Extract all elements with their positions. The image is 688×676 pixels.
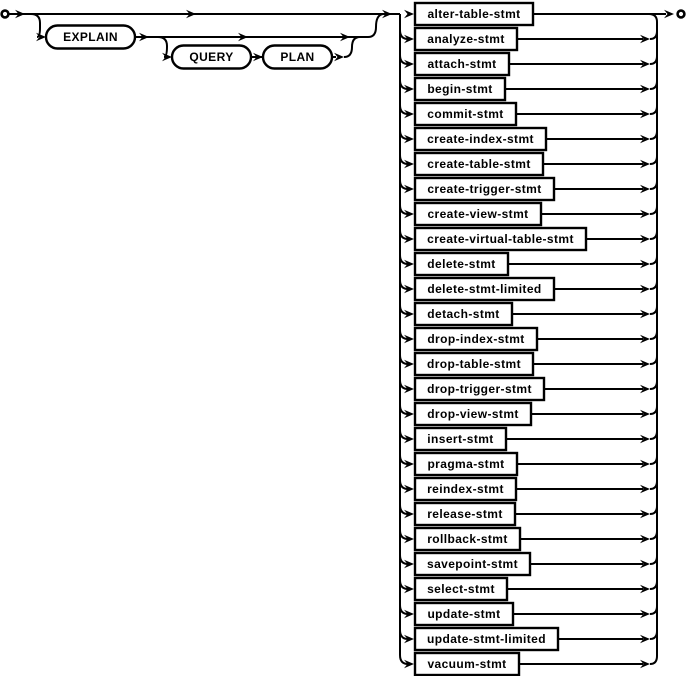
node-label: create-index-stmt <box>427 132 534 146</box>
stmt-reindex-stmt[interactable] <box>415 478 516 500</box>
explain-branch-line <box>31 14 40 37</box>
row-merge-curve <box>650 156 657 164</box>
start-terminal-icon <box>2 11 9 18</box>
node-label: drop-table-stmt <box>427 357 521 371</box>
stmt-delete-stmt[interactable] <box>415 253 508 275</box>
row-entry-arrow-icon <box>404 10 414 18</box>
stmt-create-view-stmt[interactable] <box>415 203 541 225</box>
stmt-create-index-stmt[interactable] <box>415 128 546 150</box>
row-merge-curve <box>650 81 657 89</box>
stmt-vacuum-stmt[interactable] <box>415 653 519 675</box>
stmt-analyze-stmt[interactable] <box>415 28 517 50</box>
row-merge-curve <box>650 331 657 339</box>
query-branch-line <box>158 37 167 57</box>
node-label: PLAN <box>280 50 315 64</box>
row-merge-curve <box>650 481 657 489</box>
plan-merge-line <box>344 37 360 57</box>
node-label: drop-index-stmt <box>427 332 525 346</box>
row-merge-curve <box>650 606 657 614</box>
stmt-savepoint-stmt[interactable] <box>415 553 530 575</box>
keyword-query <box>172 46 251 69</box>
stmt-rollback-stmt[interactable] <box>415 528 520 550</box>
node-label: update-stmt-limited <box>427 632 546 646</box>
stmt-pragma-stmt[interactable] <box>415 453 517 475</box>
stmt-drop-index-stmt[interactable] <box>415 328 537 350</box>
keyword-plan <box>263 46 332 69</box>
row-merge-curve <box>650 531 657 539</box>
row-merge-curve <box>650 206 657 214</box>
stmt-release-stmt[interactable] <box>415 503 515 525</box>
node-label: release-stmt <box>427 507 503 521</box>
stmt-commit-stmt[interactable] <box>415 103 516 125</box>
stmt-create-table-stmt[interactable] <box>415 153 543 175</box>
stmt-attach-stmt[interactable] <box>415 53 509 75</box>
row-merge-curve <box>650 131 657 139</box>
node-label: create-virtual-table-stmt <box>427 232 574 246</box>
node-label: analyze-stmt <box>427 32 505 46</box>
stmt-drop-table-stmt[interactable] <box>415 353 533 375</box>
node-label: QUERY <box>189 50 234 64</box>
node-label: begin-stmt <box>427 82 493 96</box>
stmt-detach-stmt[interactable] <box>415 303 512 325</box>
node-label: alter-table-stmt <box>427 7 521 21</box>
node-label: reindex-stmt <box>427 482 504 496</box>
stmt-alter-table-stmt[interactable] <box>415 3 533 25</box>
stmt-select-stmt[interactable] <box>415 578 507 600</box>
node-label: vacuum-stmt <box>427 657 507 671</box>
node-label: savepoint-stmt <box>427 557 518 571</box>
node-label: drop-trigger-stmt <box>427 382 532 396</box>
row-merge-curve <box>650 431 657 439</box>
node-label: attach-stmt <box>427 57 497 71</box>
node-label: drop-view-stmt <box>427 407 519 421</box>
row-merge-curve <box>650 356 657 364</box>
stmt-update-stmt-limited[interactable] <box>415 628 558 650</box>
node-label: select-stmt <box>427 582 495 596</box>
stmt-begin-stmt[interactable] <box>415 78 505 100</box>
node-label: update-stmt <box>427 607 501 621</box>
row-merge-curve <box>650 306 657 314</box>
node-label: create-table-stmt <box>427 157 531 171</box>
end-terminal-icon <box>678 11 685 18</box>
explain-merge-line <box>368 14 384 37</box>
stmt-drop-trigger-stmt[interactable] <box>415 378 544 400</box>
stmt-insert-stmt[interactable] <box>415 428 506 450</box>
row-merge-curve <box>650 506 657 514</box>
node-label: create-view-stmt <box>427 207 529 221</box>
row-merge-curve <box>650 406 657 414</box>
row-merge-curve <box>650 556 657 564</box>
row-merge-curve <box>650 231 657 239</box>
stmt-create-trigger-stmt[interactable] <box>415 178 554 200</box>
row-merge-curve <box>650 31 657 39</box>
node-label: rollback-stmt <box>427 532 508 546</box>
row-merge-curve <box>650 106 657 114</box>
node-label: create-trigger-stmt <box>427 182 542 196</box>
stmt-update-stmt[interactable] <box>415 603 513 625</box>
node-label: commit-stmt <box>427 107 504 121</box>
node-label: delete-stmt-limited <box>427 282 542 296</box>
row-merge-curve <box>650 181 657 189</box>
row-merge-curve <box>650 56 657 64</box>
row-merge-curve <box>650 456 657 464</box>
row-merge-curve <box>650 256 657 264</box>
node-label: EXPLAIN <box>63 30 118 44</box>
node-label: delete-stmt <box>427 257 496 271</box>
node-label: insert-stmt <box>427 432 494 446</box>
row-merge-curve <box>650 581 657 589</box>
stmt-create-virtual-table-stmt[interactable] <box>415 228 586 250</box>
stmt-drop-view-stmt[interactable] <box>415 403 531 425</box>
node-label: pragma-stmt <box>427 457 505 471</box>
row-merge-curve <box>650 631 657 639</box>
row-merge-curve <box>650 381 657 389</box>
keyword-explain <box>46 26 135 49</box>
stmt-delete-stmt-limited[interactable] <box>415 278 554 300</box>
node-label: detach-stmt <box>427 307 500 321</box>
row-merge-curve <box>650 281 657 289</box>
